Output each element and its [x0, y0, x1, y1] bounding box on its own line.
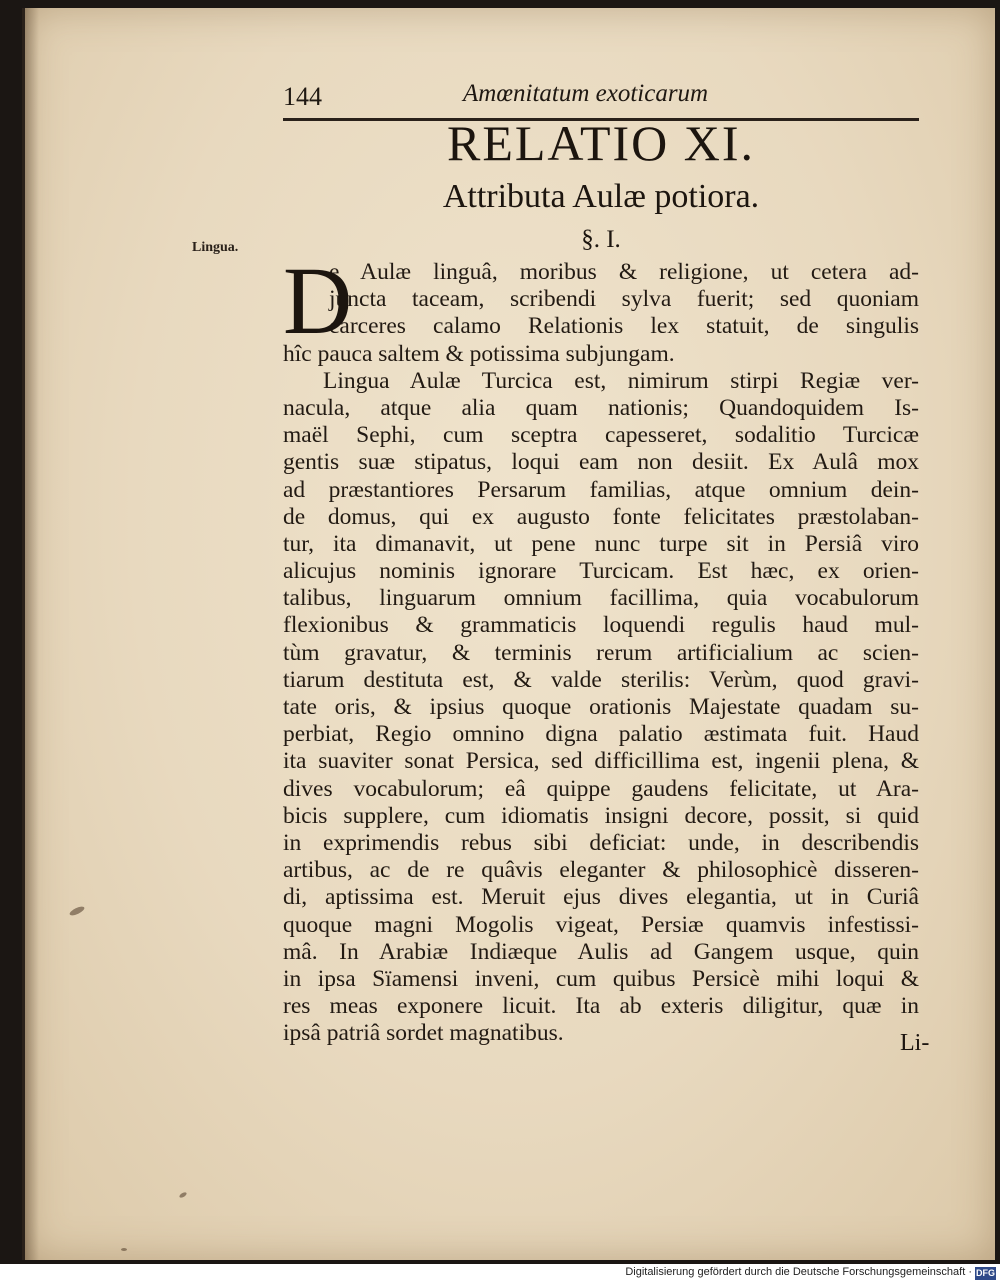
- text-line: ita suaviter sonat Persica, sed difficillima est, ingenii plena, &: [283, 748, 919, 775]
- text-line: Lingua Aulæ Turcica est, nimirum stirpi Regiæ ver-: [323, 367, 919, 394]
- text-line: in exprimendis rebus sibi deficiat: unde, in describendis: [283, 829, 919, 856]
- text-line: dives vocabulorum; eâ quippe gaudens felicitate, ut Ara-: [283, 775, 919, 802]
- catchword: Li-: [900, 1030, 930, 1056]
- text-line: de domus, qui ex augusto fonte felicitates præstolaban-: [283, 503, 919, 530]
- text-line: in ipsa Sïamensi inveni, cum quibus Persicè mihi loqui &: [283, 965, 919, 992]
- text-line: e Aulæ linguâ, moribus & religione, ut cetera ad-: [329, 259, 919, 285]
- text-line: talibus, linguarum omnium facillima, quia vocabulorum: [283, 585, 919, 612]
- text-line: gentis suæ stipatus, loqui eam non desiit. Ex Aulâ mox: [283, 449, 919, 476]
- chapter-title: RELATIO XI.: [446, 115, 756, 171]
- text-line: tate oris, & ipsius quoque orationis Majestate quadam su-: [283, 694, 919, 720]
- chapter-subtitle: Attributa Aulæ potiora.: [442, 178, 760, 215]
- text-line: mâ. In Arabiæ Indiæque Aulis ad Gangem usque, quin: [283, 938, 919, 965]
- running-head: [283, 78, 919, 118]
- second-paragraph: [283, 368, 919, 1048]
- text-line: quoque magni Mogolis vigeat, Persiæ quamvis infestissi-: [283, 911, 919, 938]
- margin-note: Lingua.: [192, 240, 239, 255]
- page-spine-shadow: [25, 8, 39, 1260]
- text-line: juncta taceam, scribendi sylva fuerit; sed quoniam: [329, 286, 919, 313]
- funding-credit: Digitalisierung gefördert durch die Deutsche Forschungsgemeinschaft ·: [625, 1266, 972, 1278]
- ink-smudge: [68, 905, 85, 917]
- text-line: carceres calamo Relationis lex statuit, de singulis: [329, 313, 919, 340]
- ink-smudge: [121, 1248, 127, 1251]
- text-line: flexionibus & grammaticis loquendi regulis haud mul-: [283, 612, 919, 639]
- text-line: nacula, atque alia quam nationis; Quandoquidem Is-: [283, 394, 919, 421]
- text-line: artibus, ac de re quâvis eleganter & philosophicè disseren-: [283, 857, 919, 884]
- dfg-logo-icon: DFG: [976, 1268, 995, 1278]
- text-line: alicujus nominis ignorare Turcicam. Est hæc, ex orien-: [283, 558, 919, 585]
- text-line: perbiat, Regio omnino digna palatio æstimata fuit. Haud: [283, 721, 919, 748]
- running-title: Amœnitatum exoticarum: [463, 80, 709, 107]
- text-line: ipsâ patriâ sordet magnatibus.: [283, 1020, 564, 1047]
- page-number: 144: [283, 82, 322, 111]
- digitization-footer: [0, 1264, 1000, 1285]
- text-line: res meas exponere licuit. Ita ab exteris diligitur, quæ in: [283, 993, 919, 1020]
- opening-paragraph: [283, 247, 919, 368]
- text-line: tiarum destituta est, & valde sterilis: Verùm, quod gravi-: [283, 666, 919, 693]
- text-line: maël Sephi, cum sceptra capesseret, sodalitio Turcicæ: [283, 422, 919, 449]
- section-mark: §. I.: [581, 226, 621, 253]
- text-line: tùm gravatur, & terminis rerum artificialium ac scien-: [283, 639, 919, 666]
- ink-smudge: [179, 1191, 188, 1198]
- text-line: di, aptissima est. Meruit ejus dives elegantia, ut in Curiâ: [283, 884, 919, 911]
- text-line: tur, ita dimanavit, ut pene nunc turpe sit in Persiâ viro: [283, 530, 919, 557]
- drop-cap: D: [283, 247, 353, 354]
- text-line: ad præstantiores Persarum familias, atque omnium dein-: [283, 476, 919, 503]
- body-text: [283, 247, 919, 1047]
- text-line: bicis supplere, cum idiomatis insigni decore, possit, si quid: [283, 802, 919, 829]
- text-line: hîc pauca saltem & potissima subjungam.: [283, 340, 675, 367]
